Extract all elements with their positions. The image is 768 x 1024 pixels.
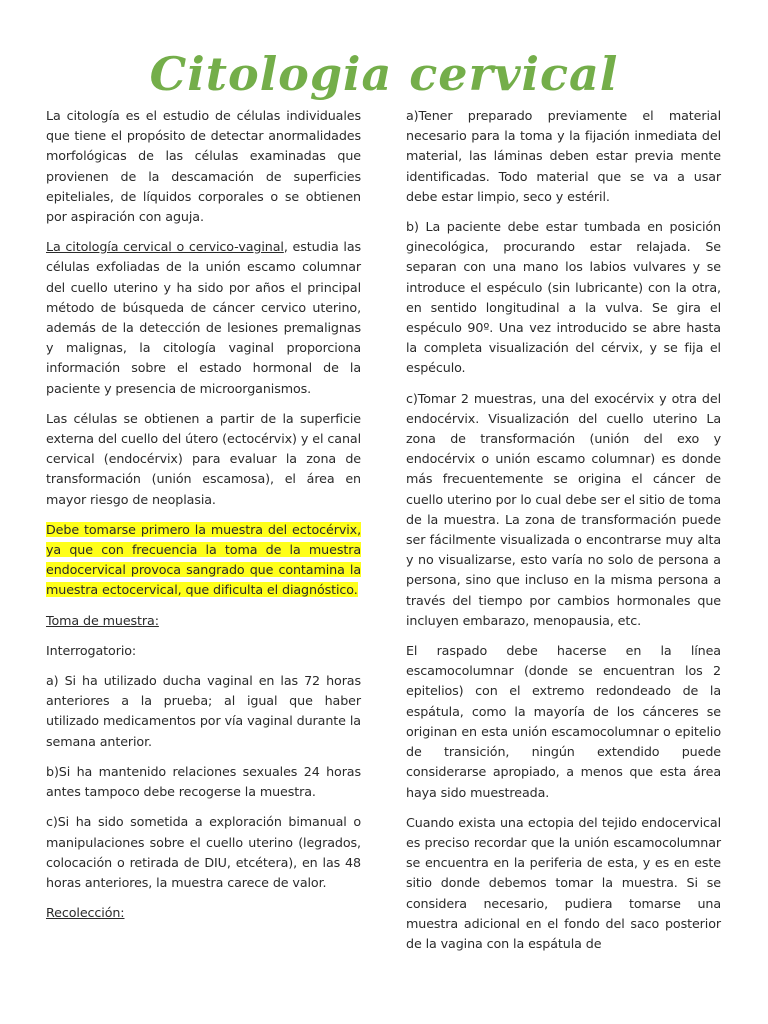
list-item-a: a) Si ha utilizado ducha vaginal en las 72 horas anteriores a la prueba; al igual que haber utilizado medicamentos por vía vaginal durante la semana anterior. xyxy=(46,673,361,749)
left-column xyxy=(46,106,361,933)
right-column xyxy=(406,106,721,964)
list-item-b: b)Si ha mantenido relaciones sexuales 24 horas antes tampoco debe recogerse la muestra. xyxy=(46,763,361,800)
underlined-term: La citología cervical o cervico-vaginal xyxy=(46,239,284,255)
list-item-c: c)Tomar 2 muestras, una del exocérvix y otra del endocérvix. Visualización del cuello uterino La zona de transformación (unión del exo y endocérvix o unión escamo columnar) es donde más frecuentemente se origina el cáncer de cuello uterino por lo cual debe ser el sitio de toma de la muestra. La zona de transformación puede ser fácilmente visualizada o encontrarse muy alta y no visualizarse, esto varía no solo de persona a persona, sino que incluso en la misma persona a través del tiempo por cambios hormonales que incluyen embarazo, menopausia, etc. xyxy=(406,390,721,628)
cervical-cytology-paragraph xyxy=(46,237,361,399)
cells-origin-paragraph: Las células se obtienen a partir de la superficie externa del cuello del útero (ectocérvix) y el canal cervical (endocérvix) para evaluar la zona de transformación (unión escamosa), el área en mayor riesgo de neoplasia. xyxy=(46,410,361,507)
scraping-paragraph: El raspado debe hacerse en la línea escamocolumnar (donde se encuentran los 2 epitelios) con el extremo redondeado de la espátula, como la mayoría de los cánceres se originan en esta unión escamocolumnar o epitelio de transición, ningún extendido puede considerarse apropiado, a menos que esta área haya sido muestreada. xyxy=(406,643,721,800)
list-item-a: a)Tener preparado previamente el material necesario para la toma y la fijación inmediata del material, las láminas deben estar previa mente identificadas. Todo material que se va a usar debe estar limpio, seco y estéril. xyxy=(406,108,721,204)
section-heading-recoleccion: Recolección: xyxy=(46,905,125,921)
page-title: Citologia cervical xyxy=(149,47,619,101)
highlighted-paragraph xyxy=(46,520,361,601)
intro-paragraph: La citología es el estudio de células individuales que tiene el propósito de detectar anormalidades morfológicas de las células examinadas que provienen de la descamación de superficies epiteliales, de líquidos corporales o se obtienen por aspiración con aguja. xyxy=(46,108,361,225)
section-heading-toma: Toma de muestra: xyxy=(46,612,159,628)
ectopia-paragraph: Cuando exista una ectopia del tejido endocervical es preciso recordar que la unión escamocolumnar se encuentra en la periferia de esta, y es en este sitio donde debemos tomar la muestra. Si se considera necesario, pudiera tomarse una muestra adicional en el fondo del saco posterior de la vagina con la espátula de xyxy=(406,814,721,951)
highlighted-text: Debe tomarse primero la muestra del ectocérvix, ya que con frecuencia la toma de la muestra endocervical provoca sangrado que contamina la muestra ectocervical, que dificulta el diagnóstico. xyxy=(46,521,361,598)
list-item-b: b) La paciente debe estar tumbada en posición ginecológica, procurando estar relajada. Se separan con una mano los labios vulvares y se introduce el espéculo (sin lubricante) con la otra, en sentido longitudinal a la vulva. Se gira el espéculo 90º. Una vez introducido se abre hasta la completa visualización del cérvix, y se fija el espéculo. xyxy=(406,219,721,376)
section-heading-interrogatorio: Interrogatorio: xyxy=(46,642,137,658)
list-item-c: c)Si ha sido sometida a exploración bimanual o manipulaciones sobre el cuello uterino (legrados, colocación o retirada de DIU, etcétera), en las 48 horas anteriores, la muestra carece de valor. xyxy=(46,814,361,890)
paragraph-text: , estudia las células exfoliadas de la unión escamo columnar del cuello uterino y ha sido por años el principal método de búsqueda de cáncer cervico uterino, además de la detección de lesiones premalignas y malignas, la citología vaginal proporciona información sobre el estado hormonal de la paciente y presencia de microorganismos. xyxy=(46,239,361,396)
